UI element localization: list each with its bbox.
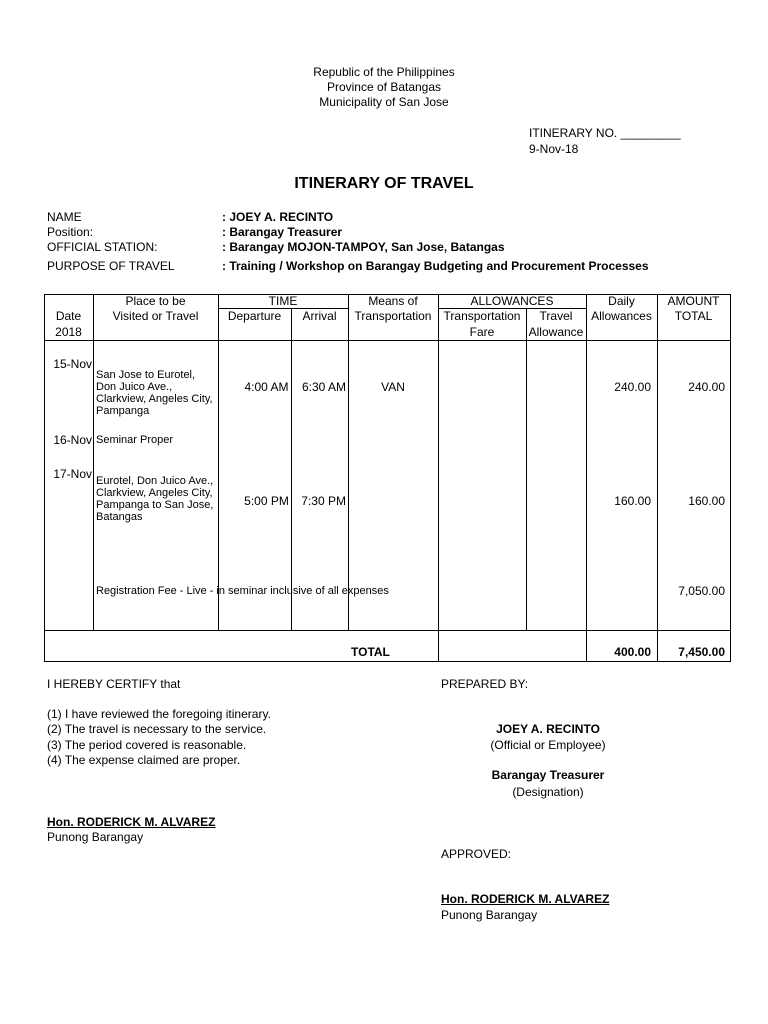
certify-intro: I HEREBY CERTIFY that — [47, 677, 181, 691]
row-3-daily: 160.00 — [614, 494, 651, 508]
certify-signatory-title: Punong Barangay — [47, 830, 144, 844]
col-divider-arrival — [348, 294, 349, 631]
header-allowances: ALLOWANCES — [470, 294, 554, 308]
itinerary-number: ITINERARY NO. _________ — [529, 126, 681, 140]
page-title: ITINERARY OF TRAVEL — [294, 175, 474, 192]
total-label: TOTAL — [351, 645, 390, 659]
registration-fee-label: Registration Fee - Live - in seminar inclusive of all expenses — [96, 585, 389, 597]
name-label: NAME — [47, 210, 82, 224]
table-total-divider — [44, 630, 731, 631]
col-divider-date — [93, 294, 94, 631]
col-divider-daily — [657, 294, 658, 662]
header-daily-2: Allowances — [591, 309, 652, 323]
row-1-arrival: 6:30 AM — [301, 380, 346, 394]
purpose-value: : Training / Workshop on Barangay Budgeting and Procurement Processes — [222, 259, 649, 273]
total-amount: 7,450.00 — [678, 645, 725, 659]
header-arrival: Arrival — [302, 309, 337, 323]
row-1-departure: 4:00 AM — [244, 380, 289, 394]
header-transport-1: Transportation — [443, 309, 521, 323]
row-1-place: San Jose to Eurotel, Don Juico Ave., Clarkview, Angeles City, Pampanga — [96, 369, 213, 417]
row-2-date: 16-Nov — [53, 433, 92, 447]
header-daily-1: Daily — [608, 294, 635, 308]
header-travel-1: Travel — [539, 309, 573, 323]
col-divider-travel — [586, 294, 587, 662]
name-value: : JOEY A. RECINTO — [222, 210, 334, 224]
header-time: TIME — [268, 294, 298, 308]
document-date: 9-Nov-18 — [529, 142, 579, 156]
row-1-daily: 240.00 — [614, 380, 651, 394]
prepared-by-label: PREPARED BY: — [441, 677, 529, 691]
certify-item-3: (3) The period covered is reasonable. — [47, 738, 247, 752]
col-divider-departure — [291, 308, 292, 631]
col-divider-transport — [526, 308, 527, 631]
header-means-1: Means of — [368, 294, 418, 308]
row-3-date: 17-Nov — [53, 467, 92, 481]
header-amount-2: TOTAL — [674, 309, 713, 323]
total-daily: 400.00 — [614, 645, 651, 659]
approved-signatory-title: Punong Barangay — [441, 908, 538, 922]
col-divider-place — [218, 294, 219, 631]
certify-item-1: (1) I have reviewed the foregoing itinerary. — [47, 707, 271, 721]
approved-signatory-name: Hon. RODERICK M. ALVAREZ — [441, 892, 610, 906]
position-label: Position: — [47, 225, 94, 239]
position-value: : Barangay Treasurer — [222, 225, 343, 239]
header-means-2: Transportation — [354, 309, 432, 323]
header-line-1: Republic of the Philippines — [313, 65, 455, 79]
prepared-by-name: JOEY A. RECINTO — [496, 722, 600, 736]
header-place-2: Visited or Travel — [112, 309, 199, 323]
table-border-bottom — [44, 661, 731, 662]
row-2-place: Seminar Proper — [96, 434, 174, 446]
row-1-date: 15-Nov — [53, 357, 92, 371]
registration-fee-amount: 7,050.00 — [678, 584, 725, 598]
official-station-label: OFFICIAL STATION: — [47, 240, 158, 254]
header-amount-1: AMOUNT — [667, 294, 720, 308]
table-border-right — [730, 294, 731, 662]
purpose-label: PURPOSE OF TRAVEL — [47, 259, 175, 273]
header-date: Date — [55, 309, 82, 323]
header-line-2: Province of Batangas — [326, 80, 442, 94]
official-station-value: : Barangay MOJON-TAMPOY, San Jose, Batangas — [222, 240, 505, 254]
col-divider-means — [438, 294, 439, 662]
prepared-designation-caption: (Designation) — [512, 785, 584, 799]
prepared-designation: Barangay Treasurer — [491, 768, 605, 782]
header-line-3: Municipality of San Jose — [319, 95, 449, 109]
row-1-amount: 240.00 — [688, 380, 725, 394]
header-travel-2: Allowance — [528, 325, 584, 339]
row-3-place: Eurotel, Don Juico Ave., Clarkview, Angeles City, Pampanga to San Jose, Batangas — [96, 475, 214, 523]
approved-label: APPROVED: — [441, 847, 512, 861]
certify-item-2: (2) The travel is necessary to the service. — [47, 722, 267, 736]
row-1-means: VAN — [381, 380, 405, 394]
certify-signatory-name: Hon. RODERICK M. ALVAREZ — [47, 815, 216, 829]
prepared-by-caption: (Official or Employee) — [490, 738, 606, 752]
header-transport-2: Fare — [469, 325, 495, 339]
header-departure: Departure — [227, 309, 282, 323]
row-3-departure: 5:00 PM — [244, 494, 289, 508]
header-year: 2018 — [55, 325, 82, 339]
row-3-amount: 160.00 — [688, 494, 725, 508]
row-3-arrival: 7:30 PM — [301, 494, 346, 508]
header-place-1: Place to be — [125, 294, 186, 308]
certify-item-4: (4) The expense claimed are proper. — [47, 753, 241, 767]
table-header-divider — [44, 340, 731, 341]
